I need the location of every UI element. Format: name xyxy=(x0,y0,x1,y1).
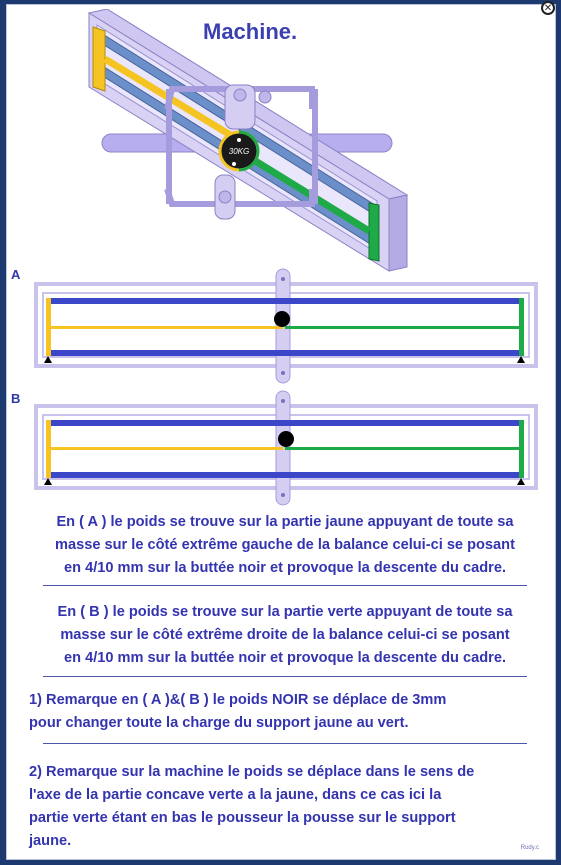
green-arm xyxy=(285,326,519,329)
paragraph-b xyxy=(21,601,549,670)
paragraph-line: en 4/10 mm sur la buttée noir et provoque la descente du cadre. xyxy=(64,560,506,576)
paragraph-line: 1) Remarque en ( A )&( B ) le poids NOIR se déplace de 3mm xyxy=(29,692,447,708)
green-arm xyxy=(285,447,519,450)
close-icon[interactable]: ✕ xyxy=(541,1,555,15)
panel-a-diagram xyxy=(33,267,539,385)
panel-b-diagram xyxy=(33,389,539,507)
paragraph-line: partie verte étant en bas le pousseur la pousse sur le support xyxy=(29,810,456,826)
paragraph-line: jaune. xyxy=(29,833,72,849)
paragraph-line: en 4/10 mm sur la buttée noir et provoque la descente du cadre. xyxy=(64,650,506,666)
green-support xyxy=(519,298,524,356)
yellow-arm xyxy=(51,447,283,450)
divider xyxy=(43,676,527,677)
page-frame xyxy=(6,4,556,860)
paragraph-line: 2) Remarque sur la machine le poids se déplace dans le sens de xyxy=(29,764,475,780)
yellow-support xyxy=(46,298,51,356)
page-title: Machine. xyxy=(203,19,298,44)
yellow-support xyxy=(46,420,51,478)
yellow-arm xyxy=(51,326,283,329)
paragraph-line: En ( B ) le poids se trouve sur la partie verte appuyant de toute sa xyxy=(57,604,513,620)
yellow-support xyxy=(93,27,105,91)
machine-illustration xyxy=(77,9,417,279)
paragraph-line: masse sur le côté extrême droite de la balance celui-ci se posant xyxy=(60,627,510,643)
upper-blue-bar xyxy=(47,420,523,426)
divider xyxy=(43,743,527,744)
panel-a-letter: A xyxy=(11,267,21,282)
green-support xyxy=(369,203,379,261)
author-credit: Rudy.c xyxy=(520,845,539,851)
upper-blue-bar xyxy=(47,298,523,304)
lower-blue-bar xyxy=(47,350,523,356)
beam-end-block xyxy=(389,195,407,271)
weight-marker xyxy=(278,431,294,447)
paragraph-line: pour changer toute la charge du support jaune au vert. xyxy=(29,715,409,731)
divider xyxy=(43,585,527,586)
paragraph-line: En ( A ) le poids se trouve sur la partie jaune appuyant de toute sa xyxy=(56,514,514,530)
weight-marker xyxy=(274,311,290,327)
weight-icon xyxy=(220,132,258,170)
paragraph-a xyxy=(21,511,549,580)
green-support xyxy=(519,420,524,478)
weight-label: 30KG xyxy=(228,147,250,156)
lower-blue-bar xyxy=(47,472,523,478)
panel-b-letter: B xyxy=(11,391,21,406)
remark-2 xyxy=(29,761,557,853)
remark-1 xyxy=(29,689,557,735)
paragraph-line: l'axe de la partie concave verte a la jaune, dans ce cas ici la xyxy=(29,787,442,803)
paragraph-line: masse sur le côté extrême gauche de la balance celui-ci se posant xyxy=(55,537,515,553)
